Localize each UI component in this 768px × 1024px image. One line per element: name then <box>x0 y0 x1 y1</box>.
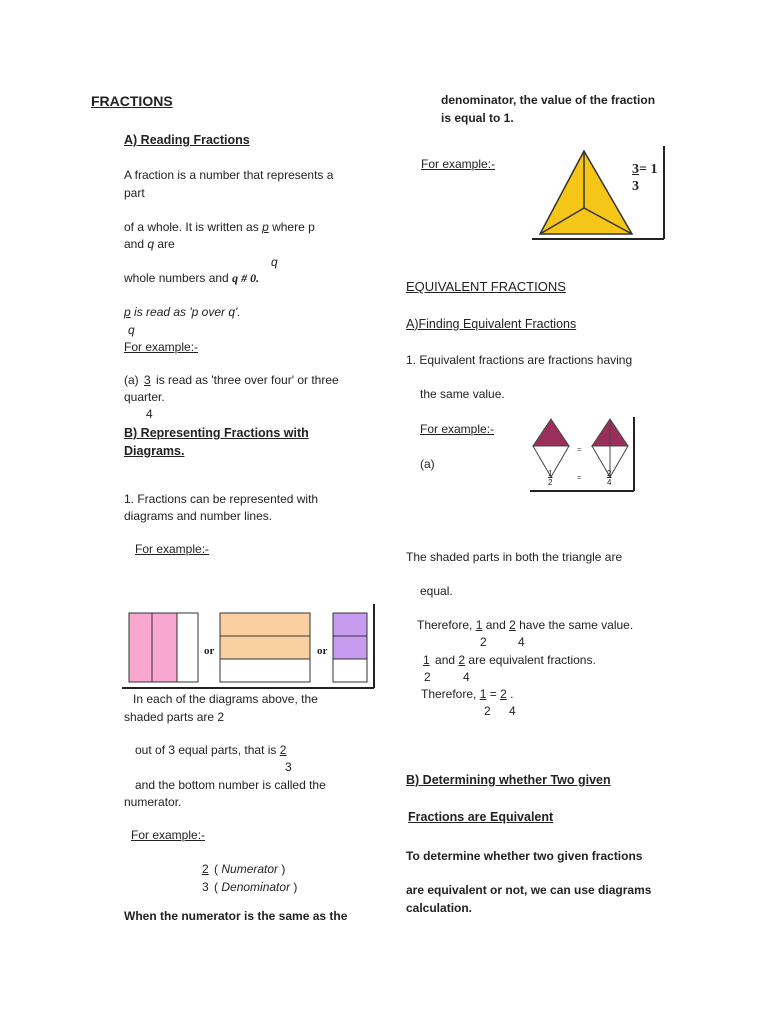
kite-equals-2: = <box>577 473 582 482</box>
example-a-denominator: 4 <box>146 407 153 421</box>
therefore-equal-den-1: 2 <box>484 704 491 718</box>
numerator-example: 2 ( Numerator ) <box>202 862 286 876</box>
definition-line-1: A fraction is a number that represents a <box>124 168 334 182</box>
section-b-right-heading-2: Fractions are Equivalent <box>408 810 554 824</box>
equivalent-den-2: 4 <box>463 670 470 684</box>
kite-fraction-2-den: 4 <box>607 478 612 487</box>
bottom-number-line-1: and the bottom number is called the <box>135 778 326 792</box>
b1-line-2: diagrams and number lines. <box>124 509 273 523</box>
read-as-q: q <box>128 323 135 337</box>
fraction-denominator-q: q <box>271 255 278 269</box>
bottom-number-line-2: numerator. <box>124 795 182 809</box>
definition-line-3: of a whole. It is written as p where p <box>124 220 315 234</box>
kite-fraction-1-den: 2 <box>548 478 553 487</box>
value-one-line-1: denominator, the value of the fraction <box>441 93 656 107</box>
bottom-bold-text: When the numerator is the same as the <box>124 909 348 923</box>
finding-equivalent-heading: A)Finding Equivalent Fractions <box>406 317 577 331</box>
definition-line-5: whole numbers and q # 0. <box>124 271 260 285</box>
determine-line-3: calculation. <box>406 901 473 915</box>
after-diagram-line-1: In each of the diagrams above, the <box>133 692 318 706</box>
section-a-heading: A) Reading Fractions <box>124 133 250 147</box>
pyramid-fraction-denominator: 3 <box>632 179 639 194</box>
for-example-right-2: For example:- <box>420 422 495 436</box>
section-b-heading-1: B) Representing Fractions with <box>124 426 309 440</box>
b1-line-1: 1. Fractions can be represented with <box>124 492 319 506</box>
therefore-equal-den-2: 4 <box>509 704 516 718</box>
shaded-parts-line-2: equal. <box>420 584 453 598</box>
or-label-2: or <box>317 645 328 657</box>
equivalent-fractions-heading: EQUIVALENT FRACTIONS <box>406 279 566 294</box>
section-b-heading-2: Diagrams. <box>124 444 185 458</box>
example-a-line-1: (a) 3 is read as 'three over four' or three <box>124 373 339 387</box>
section-b-right-heading-1: B) Determining whether Two given <box>406 773 611 787</box>
equivalent-fractions-line: 1 and 2 are equivalent fractions. <box>423 653 596 667</box>
fraction-bar-diagrams <box>122 604 382 694</box>
kite-fraction-2-num: 2 <box>607 469 612 478</box>
equivalent-def-line-1: 1. Equivalent fractions are fractions having <box>406 353 633 367</box>
or-label-1: or <box>204 645 215 657</box>
after-diagram-line-2: shaded parts are 2 <box>124 710 225 724</box>
determine-line-1: To determine whether two given fractions <box>406 849 643 863</box>
shaded-parts-line-1: The shaded parts in both the triangle are <box>406 550 623 564</box>
kite-equals-1: = <box>577 445 582 454</box>
equivalent-den-1: 2 <box>424 670 431 684</box>
therefore-den-2: 4 <box>518 635 525 649</box>
read-as-line: p is read as 'p over q'. <box>124 305 241 319</box>
value-one-line-2: is equal to 1. <box>441 111 514 125</box>
for-example-3: For example:- <box>131 828 206 842</box>
determine-line-2: are equivalent or not, we can use diagrams <box>406 883 652 897</box>
pyramid-fraction: 3= 1 <box>632 162 658 177</box>
out-of-line: out of 3 equal parts, that is 2 <box>135 743 287 757</box>
kite-fraction-1-num: 1 <box>548 469 553 478</box>
therefore-den-1: 2 <box>480 635 487 649</box>
kite-diagrams <box>530 417 640 492</box>
for-example-right-1: For example:- <box>421 157 496 171</box>
example-a-right: (a) <box>420 457 435 471</box>
definition-line-4: and q are <box>124 237 175 251</box>
out-of-denominator: 3 <box>285 760 292 774</box>
for-example-1: For example:- <box>124 340 199 354</box>
therefore-same-value: Therefore, 1 and 2 have the same value. <box>417 618 634 632</box>
for-example-2: For example:- <box>135 542 210 556</box>
equivalent-def-line-2: the same value. <box>420 387 505 401</box>
therefore-equal-line: Therefore, 1 = 2 . <box>421 687 514 701</box>
page-title: FRACTIONS <box>91 93 173 109</box>
example-a-line-2: quarter. <box>124 390 165 404</box>
denominator-example: 3 ( Denominator ) <box>202 880 298 894</box>
definition-line-2: part <box>124 186 145 200</box>
